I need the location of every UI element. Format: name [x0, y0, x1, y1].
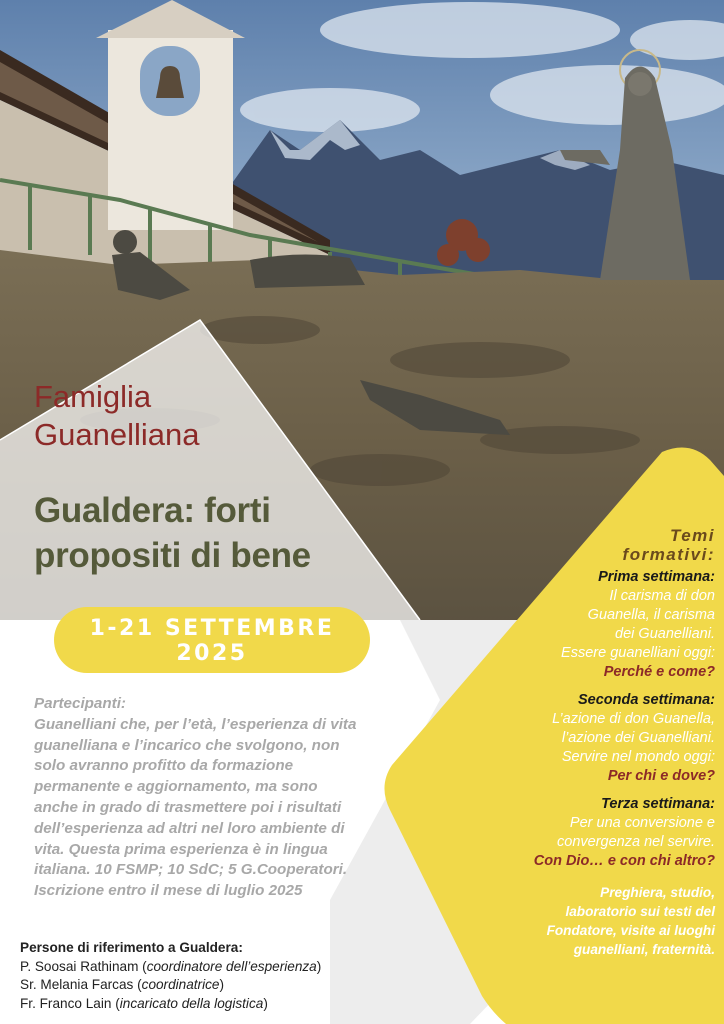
week-line: L’azione di don Guanella,	[552, 711, 715, 727]
header-line-1: Famiglia	[34, 379, 152, 414]
week-block-2	[455, 691, 715, 786]
closing-line: laboratorio sui testi del	[565, 904, 715, 919]
main-title	[34, 488, 311, 578]
references	[20, 939, 321, 1013]
week-line: Il carisma di don	[609, 588, 715, 604]
reference-close: )	[263, 995, 268, 1011]
participants-line: Guanelliani che, per l’età, l’esperienza di vita	[34, 715, 357, 733]
main-title-line-2: propositi di bene	[34, 536, 311, 575]
temi-formativi	[455, 526, 715, 959]
participants-line: guanelliana e l’incarico che svolgono, non	[34, 736, 340, 754]
week-heading: Seconda settimana:	[578, 692, 715, 708]
closing-line: Fondatore, visite ai luoghi	[546, 923, 715, 938]
week-question: Perché e come?	[603, 664, 715, 680]
date-badge	[54, 607, 370, 673]
week-line: dei Guanelliani.	[615, 626, 715, 642]
participants-line: Iscrizione entro il mese di luglio 2025	[34, 882, 303, 900]
week-heading: Prima settimana:	[598, 569, 715, 585]
week-line: l’azione dei Guanelliani.	[561, 730, 715, 746]
week-line: convergenza nel servire.	[557, 834, 715, 850]
reference-person	[20, 995, 321, 1014]
reference-role: incaricato della logistica	[119, 995, 264, 1011]
reference-name: Sr. Melania Farcas (	[20, 977, 142, 993]
week-line: Guanella, il carisma	[587, 607, 715, 623]
participants-text	[34, 694, 394, 902]
week-block-3	[455, 795, 715, 871]
closing-line: guanelliani, fraternità.	[573, 942, 715, 957]
references-title: Persone di riferimento a Gualdera:	[20, 940, 243, 955]
participants-line: solo avranno profitto da formazione	[34, 757, 294, 775]
reference-name: P. Soosai Rathinam (	[20, 958, 147, 974]
week-line: Per una conversione e	[569, 815, 715, 831]
reference-role: coordinatrice	[141, 977, 220, 993]
date-line-1: 1-21 SETTEMBRE	[89, 616, 335, 641]
reference-person	[20, 958, 321, 977]
closing-text	[455, 883, 715, 959]
reference-person	[20, 976, 321, 995]
closing-line: Preghiera, studio,	[600, 885, 715, 900]
participants-line: dell’esperienza ad altri nel loro ambiente di	[34, 819, 345, 837]
reference-close: )	[316, 958, 322, 974]
week-question: Con Dio… e con chi altro?	[533, 853, 715, 869]
week-line: Essere guanelliani oggi:	[561, 645, 715, 661]
week-block-1	[455, 568, 715, 682]
date-line-2: 2025	[176, 641, 248, 666]
header-family	[34, 378, 199, 454]
participants-line: anche in grado di trasmettere poi i risultati	[34, 798, 342, 816]
participants-line: vita. Questa prima esperienza è in lingua	[34, 840, 328, 858]
week-question: Per chi e dove?	[607, 768, 715, 784]
temi-title-line-1: Temi	[669, 526, 715, 545]
main-title-line-1: Gualdera: forti	[34, 491, 271, 530]
reference-name: Fr. Franco Lain (	[20, 995, 120, 1011]
reference-role: coordinatore dell’esperienza	[146, 958, 317, 974]
temi-title	[455, 526, 715, 564]
header-line-2: Guanelliana	[34, 417, 200, 452]
reference-close: )	[219, 977, 224, 993]
week-line: Servire nel mondo oggi:	[561, 749, 715, 765]
participants-line: italiana. 10 FSMP; 10 SdC; 5 G.Cooperatori.	[34, 861, 348, 879]
temi-title-line-2: formativi:	[622, 545, 715, 564]
week-heading: Terza settimana:	[601, 796, 715, 812]
participants-line: permanente e aggiornamento, ma sono	[34, 778, 318, 796]
participants-line: Partecipanti:	[34, 695, 126, 712]
